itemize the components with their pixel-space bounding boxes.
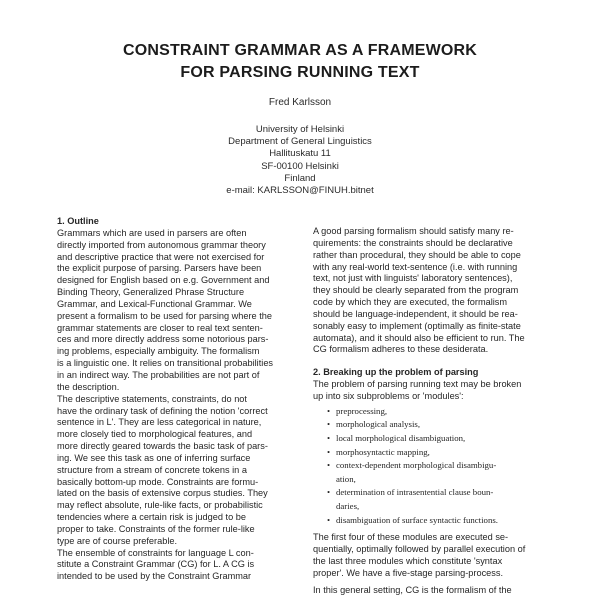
text-line: Grammars which are used in parsers are often: [57, 227, 247, 238]
affiliation-department: Department of General Linguistics: [228, 136, 372, 148]
text-line: Grammar, and Lexical-Functional Grammar. We: [57, 298, 252, 309]
module-list-item: • preprocessing,: [327, 405, 551, 419]
text-line: and descriptive practice that were not exercised for: [57, 251, 265, 262]
text-line: is a linguistic one. It relies on transitional probabilities: [57, 358, 274, 369]
module-list-item: • morphosyntactic mapping,: [327, 446, 551, 460]
outline-paragraph-1: [57, 228, 303, 394]
affiliation-street: Hallituskatu 11: [269, 148, 331, 160]
text-line: designed for English based on e.g. Government and: [57, 275, 270, 286]
outline-paragraph-2: [57, 394, 303, 548]
text-line: quirements: the constraints should be declarative: [313, 237, 513, 248]
section-heading-breaking-up: 2. Breaking up the problem of parsing: [313, 367, 479, 378]
text-line: type are of course preferable.: [57, 535, 178, 546]
text-line: The descriptive statements, constraints, do not: [57, 393, 247, 404]
text-line: directly imported from autonomous grammar theory: [57, 239, 266, 250]
title-line-2: FOR PARSING RUNNING TEXT: [180, 64, 420, 81]
text-line: proper to take. Constraints of the former rule-like: [57, 523, 255, 534]
text-line: ing. We see this task as one of inferring surface: [57, 452, 251, 463]
text-line: structure from a stream of concrete tokens in a: [57, 464, 247, 475]
text-line: the last three modules which constitute 'syntax: [313, 555, 503, 566]
left-column: [57, 216, 303, 583]
text-line: intended to be used by the Constraint Grammar: [57, 571, 252, 582]
text-line: more directly geared towards the basic task of pars-: [57, 441, 268, 452]
modules-intro: [313, 379, 551, 403]
text-line: tendencies where a certain risk is judged to be: [57, 512, 246, 523]
affiliation-email: e-mail: KARLSSON@FINUH.bitnet: [226, 185, 374, 197]
text-line: The first four of these modules are executed se-: [313, 532, 509, 543]
author-name: Fred Karlsson: [268, 97, 332, 108]
text-line: should be language-independent, it should be rea-: [313, 308, 518, 319]
text-line: The ensemble of constraints for language L con-: [57, 547, 254, 558]
text-line: stitute a Constraint Grammar (CG) for L. A CG is: [57, 559, 255, 570]
module-list-item: • morphological analysis,: [327, 418, 551, 432]
outline-paragraph-3: [57, 548, 303, 584]
text-line: In this general setting, CG is the formalism of the: [313, 584, 512, 595]
text-line: Binding Theory, Generalized Phrase Structure: [57, 287, 245, 298]
text-line: ces and more directly address some notorious pars-: [57, 334, 269, 345]
text-line: up into six subproblems or 'modules':: [313, 390, 464, 401]
text-line: more closely tied to morphological features, and: [57, 429, 253, 440]
text-line: quentially, optimally followed by parallel execution of: [313, 544, 526, 554]
affiliation-country: Finland: [284, 172, 316, 184]
text-line: grammar statements are closer to real text senten-: [57, 322, 263, 333]
affiliation-postcode: SF-00100 Helsinki: [261, 160, 339, 172]
text-line: the description.: [57, 381, 120, 392]
text-line: basically bottom-up mode. Constraints are formu-: [57, 476, 259, 487]
affiliation-university: University of Helsinki: [255, 124, 345, 135]
general-setting-paragraph: [313, 585, 551, 597]
text-line: sentence in L'. They are less categorical in nature,: [57, 417, 262, 428]
text-line: sonably easy to implement (optimally as finite-state: [313, 320, 521, 331]
module-list-item: • local morphological disambiguation,: [327, 432, 551, 446]
section-heading-outline: 1. Outline: [57, 216, 99, 226]
text-line: text, not just with linguists' laboratory sentences),: [313, 273, 513, 284]
module-list-item: • determination of intrasentential clause boun-: [327, 486, 551, 500]
module-list-item: • disambiguation of surface syntactic functions.: [327, 514, 551, 528]
text-line: lated on the basis of extensive corpus studies. They: [57, 488, 268, 499]
text-line: rather than procedural, they should be able to cope: [313, 249, 521, 260]
text-line: ing problems, especially ambiguity. The formalism: [57, 346, 260, 357]
text-line: with any real-world text-sentence (i.e. with running: [313, 261, 518, 272]
module-list-item: • context-dependent morphological disambigu-: [327, 459, 551, 473]
right-column: [313, 216, 551, 596]
text-line: proper'. We have a five-stage parsing-process.: [313, 567, 504, 578]
modules-summary-paragraph: [313, 532, 551, 579]
text-line: A good parsing formalism should satisfy many re-: [313, 226, 514, 236]
text-line: CG formalism adheres to these desiderata.: [313, 344, 489, 355]
modules-list: [327, 405, 551, 527]
text-line: code by which they are executed, the formalism: [313, 297, 508, 308]
text-line: automata), and it should also be efficient to run. The: [313, 332, 525, 343]
module-list-item: ation,: [336, 473, 356, 484]
module-list-item: daries,: [336, 500, 360, 511]
text-line: The problem of parsing running text may be broken: [313, 379, 522, 390]
text-line: have the ordinary task of defining the notion 'correct: [57, 405, 268, 416]
paper-title: [0, 40, 600, 84]
text-line: present a formalism to be used for parsing where the: [57, 310, 272, 321]
requirements-paragraph: [313, 226, 551, 356]
text-line: may reflect absolute, rule-like facts, or probabilistic: [57, 500, 263, 511]
title-line-1: CONSTRAINT GRAMMAR AS A FRAMEWORK: [122, 42, 478, 59]
text-line: in an indirect way. The probabilities are not part of: [57, 369, 260, 380]
text-line: they should be clearly separated from the program: [313, 285, 519, 296]
text-line: the explicit purpose of parsing. Parsers have been: [57, 263, 262, 274]
affiliation-block: [0, 124, 600, 197]
